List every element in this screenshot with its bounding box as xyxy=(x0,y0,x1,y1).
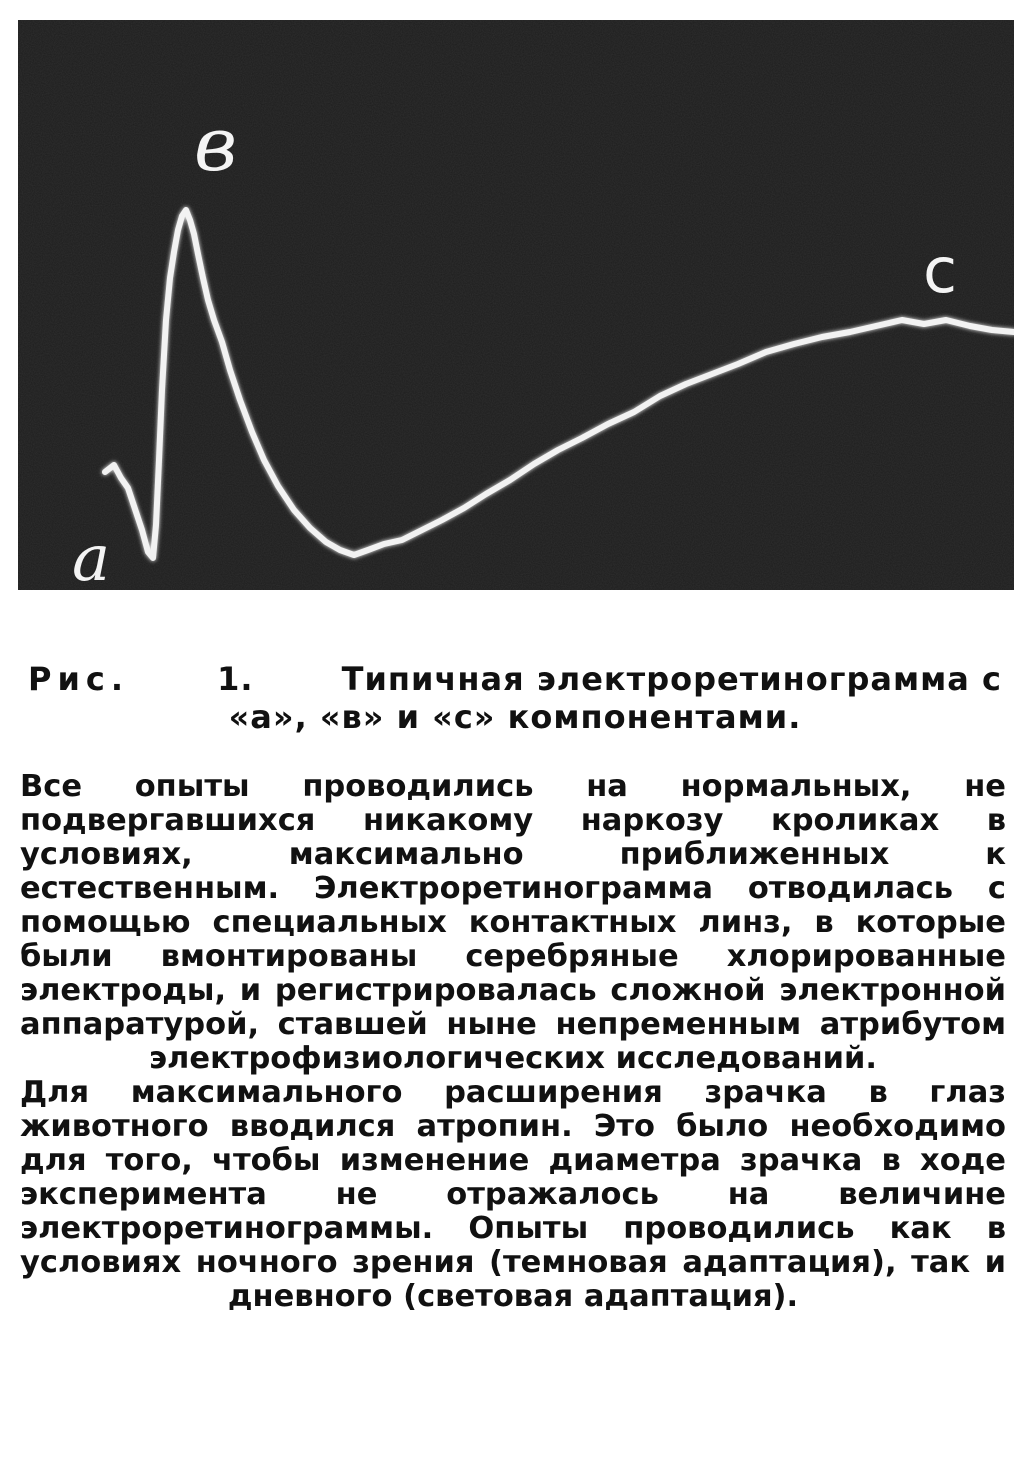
caption-text: Типичная электроретинограмма с xyxy=(341,660,1002,698)
article-body xyxy=(20,770,1006,1314)
caption-line-1 xyxy=(28,660,1002,698)
erg-figure xyxy=(18,20,1014,590)
caption-prefix: Рис. xyxy=(28,660,129,698)
figure-caption xyxy=(28,660,1002,736)
erg-trace-plot xyxy=(18,20,1014,590)
label-c: с xyxy=(923,234,958,307)
paragraph-2: Для максимального расширения зрачка в глаз животного вводился атропин. Это было необходимо для того, чтобы изменение диаметра зрачка в ходе эксперимента не отражалось на величине электроретинограммы. Опыты проводились как в условиях ночного зрения (темновая адаптация), так и дневного (световая адаптация). xyxy=(20,1075,1006,1314)
label-b: в xyxy=(194,102,238,188)
paragraph-1: Все опыты проводились на нормальных, не подвергавшихся никакому наркозу кроликах в условиях, максимально приближенных к естественным. Электроретинограмма отводилась с помощью специальных контактных линз, в которые были вмонтированы серебряные хлорированные электроды, и регистрировалась сложной электронной аппаратурой, ставшей ныне непременным атрибутом электрофизиологических исследований. xyxy=(20,769,1006,1076)
caption-number: 1. xyxy=(217,660,254,698)
label-a: а xyxy=(72,522,111,590)
caption-line-2: «а», «в» и «с» компонентами. xyxy=(228,698,802,736)
